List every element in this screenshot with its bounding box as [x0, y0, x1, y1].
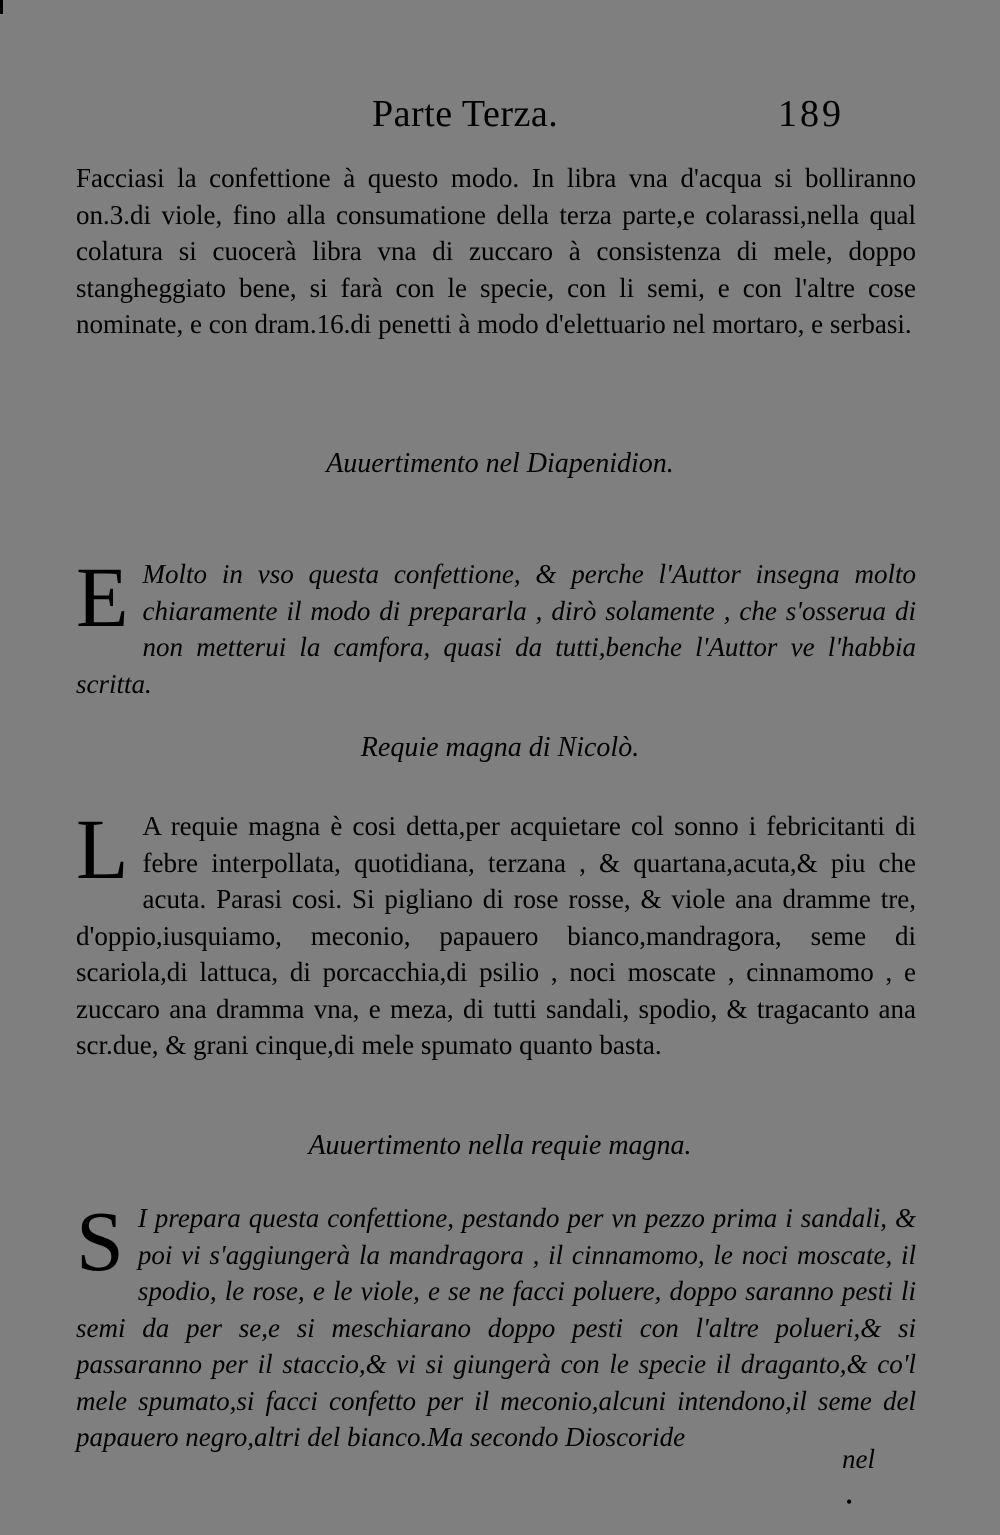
- paragraph-text: Molto in vso questa confettione, & perche l'Auttor insegna molto chiaramente il modo di prepararla , dirò solamente , che s'osserua di non metterui la camfora, quasi da tutti,benche l'Auttor ve l'habbia scritta.: [76, 559, 916, 699]
- paragraph-text: Facciasi la confettione à questo modo. In libra vna d'acqua si bolliranno on.3.di viole, fino alla consumatione della terza parte,e colarassi,nella qual colatura si cuocerà libra vna di zuccaro à consistenza di mele, doppo stangheggiato bene, si farà con le specie, con li semi, e con l'altre cose nominate, e con dram.16.di penetti à modo d'elettuario nel mortaro, e serbasi.: [76, 163, 916, 339]
- drop-cap: E: [76, 549, 129, 645]
- page-number: 189: [778, 93, 844, 135]
- paragraph-text: I prepara questa confettione, pestando per vn pezzo prima i sandali, & poi vi s'aggiungerà la mandragora , il cinnamomo, le noci moscate, il spodio, le rose, e le viole, e se ne facci poluere, doppo saranno pesti li semi da per se,e si meschiarano doppo pesti con l'altre polueri,& si passaranno per il staccio,& vi si giungerà con le specie il draganto,& co'l mele spumato,si facci confetto per il meconio,alcuni intendono,il seme del papauero negro,altri del bianco.Ma secondo Dioscoride: [76, 1203, 916, 1452]
- paragraph-requie-note: [76, 1193, 916, 1456]
- heading-requie-magna: Requie magna di Nicolò.: [360, 732, 640, 763]
- paragraph-text: A requie magna è cosi detta,per acquietare col sonno i febricitanti di febre interpollata, quotidiana, terzana , & quartana,acuta,& piu che acuta. Parasi cosi. Si pigliano di rose rosse, & viole ana dramme tre, d'oppio,iusquiamo, meconio, papauero bianco,mandragora, seme di scariola,di lattuca, di porcacchia,di psilio , noci moscate , cinnamomo , e zuccaro ana dramma vna, e meza, di tutti sandali, spodio, & tragacanto ana scr.due, & grani cinque,di mele spumato quanto basta.: [76, 811, 916, 1060]
- edge-mark: [0, 0, 3, 14]
- drop-cap: S: [76, 1193, 124, 1289]
- heading-requie-note: Auuertimento nella requie magna.: [308, 1130, 692, 1161]
- page-header: [0, 92, 1000, 142]
- paragraph-preparation: [76, 160, 916, 343]
- drop-cap: L: [76, 801, 129, 897]
- paragraph-diapenidion-note: [76, 549, 916, 702]
- heading-diapenidion: Auuertimento nel Diapenidion.: [326, 448, 674, 479]
- signature-mark: •: [846, 1492, 853, 1512]
- running-head: Parte Terza.: [372, 93, 559, 135]
- catchword: nel: [842, 1444, 875, 1474]
- paragraph-requie-magna: [76, 801, 916, 1064]
